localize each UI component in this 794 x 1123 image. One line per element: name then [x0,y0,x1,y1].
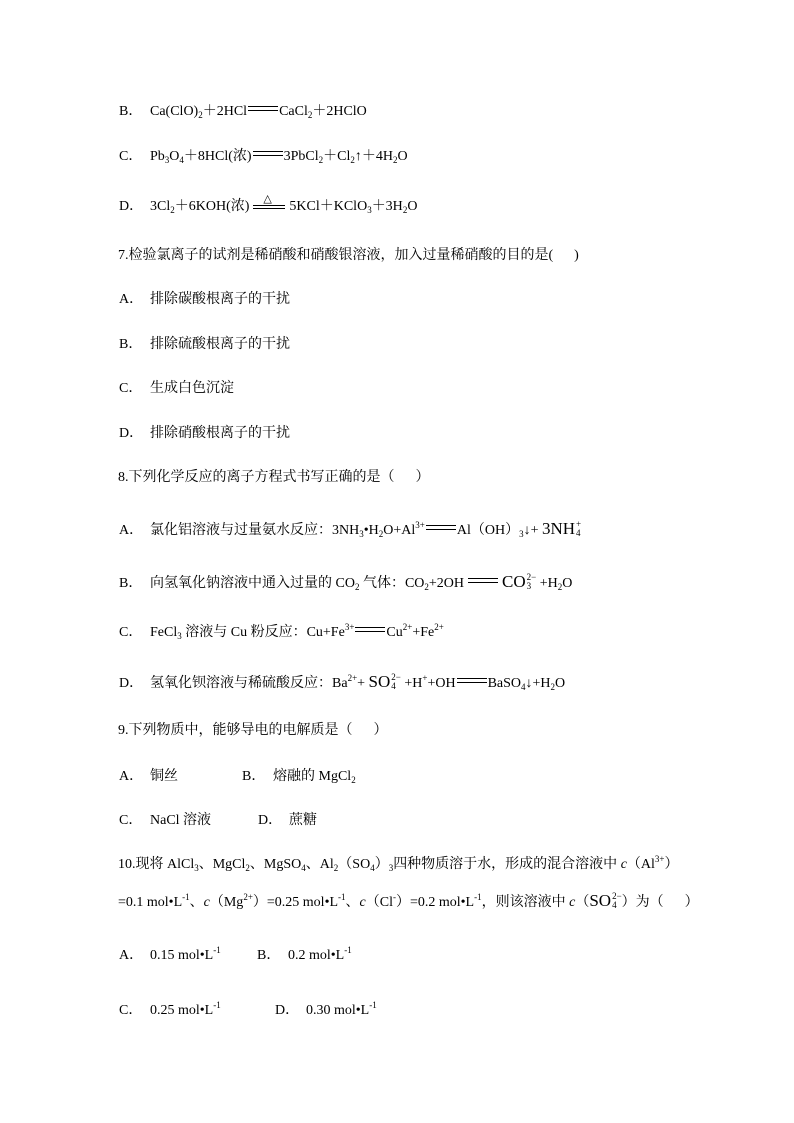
superscript: -1 [213,1000,221,1010]
subscript: 4 [391,681,396,691]
subscript: 3 [526,581,532,591]
question-text: 、 [189,895,204,910]
subscript: 3 [367,205,372,215]
q10-stem-line-2 [118,891,699,911]
question-text: （Mg [209,895,244,910]
formula-text: ＋2HClO [312,104,367,119]
formula-text: + [357,676,369,691]
subscript: 2 [351,775,356,785]
equals-sign [248,106,278,111]
superscript: -1 [344,945,352,955]
formula-text: O [169,149,180,164]
option-text: 0.2 mol•L [288,948,345,963]
q7-stem [118,246,579,266]
question-text: 10.现将 AlCl [118,857,195,872]
option-text: FeCl [150,625,178,640]
subscript: 2 [307,110,313,120]
option-text: 0.15 mol•L [150,948,214,963]
option-label: D． [119,199,144,214]
subscript: 3 [359,529,364,539]
option-text: 生成白色沉淀 [150,381,234,396]
question-text: 、Al [305,857,334,872]
superscript: 2+ [434,622,444,632]
question-text: （ [575,895,590,910]
superscript: 2+ [402,622,413,632]
q8-option-b [119,572,572,592]
option-text: 0.25 mol•L [150,1003,214,1018]
formula-text: ＋8HCl(浓) [183,149,252,164]
option-label: D． [119,676,144,691]
option-text: 向氢氧化钠溶液中通入过量的 CO [150,576,355,591]
option-label: C． [119,813,143,828]
formula-text: O [555,676,566,691]
q10-option-a [119,946,221,966]
superscript: -1 [474,892,482,902]
question-text: （SO [338,857,371,872]
subscript: 2 [333,863,339,873]
subscript: 4 [179,155,184,165]
q8-option-d [119,672,565,692]
equals-sign [355,627,385,632]
option-text: NaCl 溶液 [150,813,212,828]
formula-text: ＋Cl [323,149,351,164]
formula-text: 3PbCl [283,149,319,164]
superscript: 2− [612,891,622,901]
q6-option-c [119,147,408,167]
ion-charge-stack [612,892,622,910]
option-text: 0.30 mol•L [306,1003,370,1018]
q9-option-c [119,811,211,831]
concentration-symbol: c [620,857,627,872]
question-text: 9.下列物质中，能够导电的电解质是（ ） [118,723,388,738]
formula-text: SO [589,891,612,910]
formula-text: Al（OH） [456,523,520,538]
q9-stem [118,721,388,741]
option-text: 氢氧化钡溶液与稀硫酸反应：Ba [150,676,348,691]
option-label: B． [119,576,143,591]
equals-sign [457,678,487,683]
superscript: -1 [369,1000,377,1010]
option-label: A． [119,523,144,538]
concentration-symbol: c [569,895,576,910]
q10-option-c [119,1001,221,1021]
option-text: 气体：CO [359,576,425,591]
question-text: （Cl [365,895,393,910]
formula-text: +H [536,576,558,591]
subscript: 2 [424,582,429,592]
question-text: 四种物质溶于水，形成的混合溶液中 [393,857,621,872]
option-text: 铜丝 [150,769,178,784]
option-text: 排除硫酸根离子的干扰 [150,337,290,352]
formula-text: ＋2HCl [202,104,248,119]
q8-option-a [119,519,581,539]
subscript: 4 [521,682,526,692]
option-label: B． [257,948,281,963]
subscript: 2 [392,155,398,165]
superscript: + [422,673,428,683]
subscript: 2 [318,155,324,165]
option-label: C． [119,1003,143,1018]
concentration-symbol: c [203,895,210,910]
subscript: 2 [550,682,556,692]
ion-charge-stack [576,520,581,538]
formula-text: •H [363,523,379,538]
option-text: 溶液与 Cu 粉反应：Cu+Fe [181,625,345,640]
option-label: C． [119,149,143,164]
option-label: C． [119,381,143,396]
equals-sign [253,205,285,209]
superscript: + [576,519,582,529]
q7-option-d [119,424,290,444]
question-text: ，则该溶液中 [481,895,570,910]
q7-option-a [119,290,290,310]
superscript: 3+ [344,622,355,632]
formula-text: O+Al [383,523,416,538]
q7-option-c [119,379,234,399]
superscript: -1 [213,945,221,955]
q6-option-b [119,102,367,122]
superscript: 2− [526,572,537,582]
formula-text: ↑＋4H [354,149,393,164]
option-text: 蔗糖 [289,813,317,828]
q8-stem [118,468,430,488]
question-text: 8.下列化学反应的离子方程式书写正确的是（ ） [118,470,430,485]
formula-text: Ca(ClO) [150,104,199,119]
option-label: D． [258,813,283,828]
formula-text: +H [400,676,423,691]
option-label: B． [119,104,143,119]
question-text: ） [664,857,679,872]
question-text: ） [374,857,389,872]
formula-text: +2OH [428,576,465,591]
question-text: 、MgSO [249,857,302,872]
subscript: 4 [612,900,617,910]
superscript: 2+ [347,673,358,683]
superscript: - [392,892,396,902]
question-text: 、MgCl [198,857,246,872]
q10-stem-line-1 [118,855,678,875]
subscript: 4 [576,528,581,538]
q10-option-b [257,946,352,966]
option-label: A． [119,948,144,963]
formula-text: 3NH [541,519,576,538]
subscript: 2 [402,205,408,215]
equals-sign [426,525,456,530]
option-text: 排除碳酸根离子的干扰 [150,292,290,307]
subscript: 2 [350,155,355,165]
formula-text: O [397,149,408,164]
superscript: 2− [391,672,401,682]
formula-text: 5KCl＋KClO [289,199,368,214]
ion-charge-stack [527,573,537,591]
subscript: 2 [378,529,384,539]
q7-option-b [119,335,290,355]
question-text: ）=0.25 mol•L [252,895,339,910]
subscript: 3 [519,529,524,539]
ion-charge-stack [391,673,401,691]
subscript: 2 [354,582,360,592]
subscript: 2 [557,582,563,592]
q8-option-c [119,623,444,643]
equals-sign [253,151,283,156]
question-text: =0.1 mol•L [118,895,183,910]
question-text: ）=0.2 mol•L [395,895,475,910]
question-text: ）为（ ） [621,895,699,910]
question-text: 7.检验氯离子的试剂是稀硝酸和硝酸银溶液，加入过量稀硝酸的目的是( ) [118,248,579,263]
formula-text: CaCl [279,104,308,119]
option-text: 熔融的 MgCl [273,769,352,784]
subscript: 2 [170,205,175,215]
option-text: 排除硝酸根离子的干扰 [150,426,290,441]
question-text: 、 [345,895,360,910]
q10-option-d [275,1001,377,1021]
heat-triangle-icon: △ [263,192,272,205]
q9-option-a [119,767,178,787]
subscript: 3 [164,155,170,165]
heating-condition-sign [253,192,285,210]
formula-text: Cu [386,625,403,640]
subscript: 3 [388,863,394,873]
q9-option-d [258,811,317,831]
option-label: B． [242,769,266,784]
formula-text: SO [368,672,391,691]
superscript: 3+ [415,520,425,530]
option-label: A． [119,769,144,784]
formula-text: O [407,199,418,214]
formula-text: CO [502,572,526,591]
subscript: 2 [245,863,250,873]
formula-text: BaSO [487,676,522,691]
option-label: B． [119,337,143,352]
formula-text: ＋3H [371,199,403,214]
superscript: -1 [182,892,190,902]
formula-text: Pb [150,149,165,164]
option-label: D． [275,1003,300,1018]
superscript: 2+ [243,892,253,902]
superscript: 3+ [654,854,665,864]
option-label: C． [119,625,143,640]
subscript: 3 [177,631,182,641]
concentration-symbol: c [359,895,366,910]
formula-text: +Fe [412,625,435,640]
question-text: （Al [626,857,655,872]
formula-text: ↓+ [523,523,542,538]
subscript: 4 [301,863,306,873]
subscript: 2 [198,110,203,120]
formula-text: 3Cl [150,199,171,214]
equals-sign [468,578,498,583]
q9-option-b [242,767,356,787]
formula-text: ＋6KOH(浓) [174,199,250,214]
option-text: 氯化铝溶液与过量氨水反应：3NH [150,523,360,538]
q6-option-d [119,192,418,216]
formula-text: +OH [427,676,456,691]
formula-text: ↓+H [525,676,551,691]
option-label: A． [119,292,144,307]
subscript: 3 [194,863,199,873]
superscript: -1 [338,892,346,902]
option-label: D． [119,426,144,441]
subscript: 4 [370,863,375,873]
formula-text: O [562,576,573,591]
